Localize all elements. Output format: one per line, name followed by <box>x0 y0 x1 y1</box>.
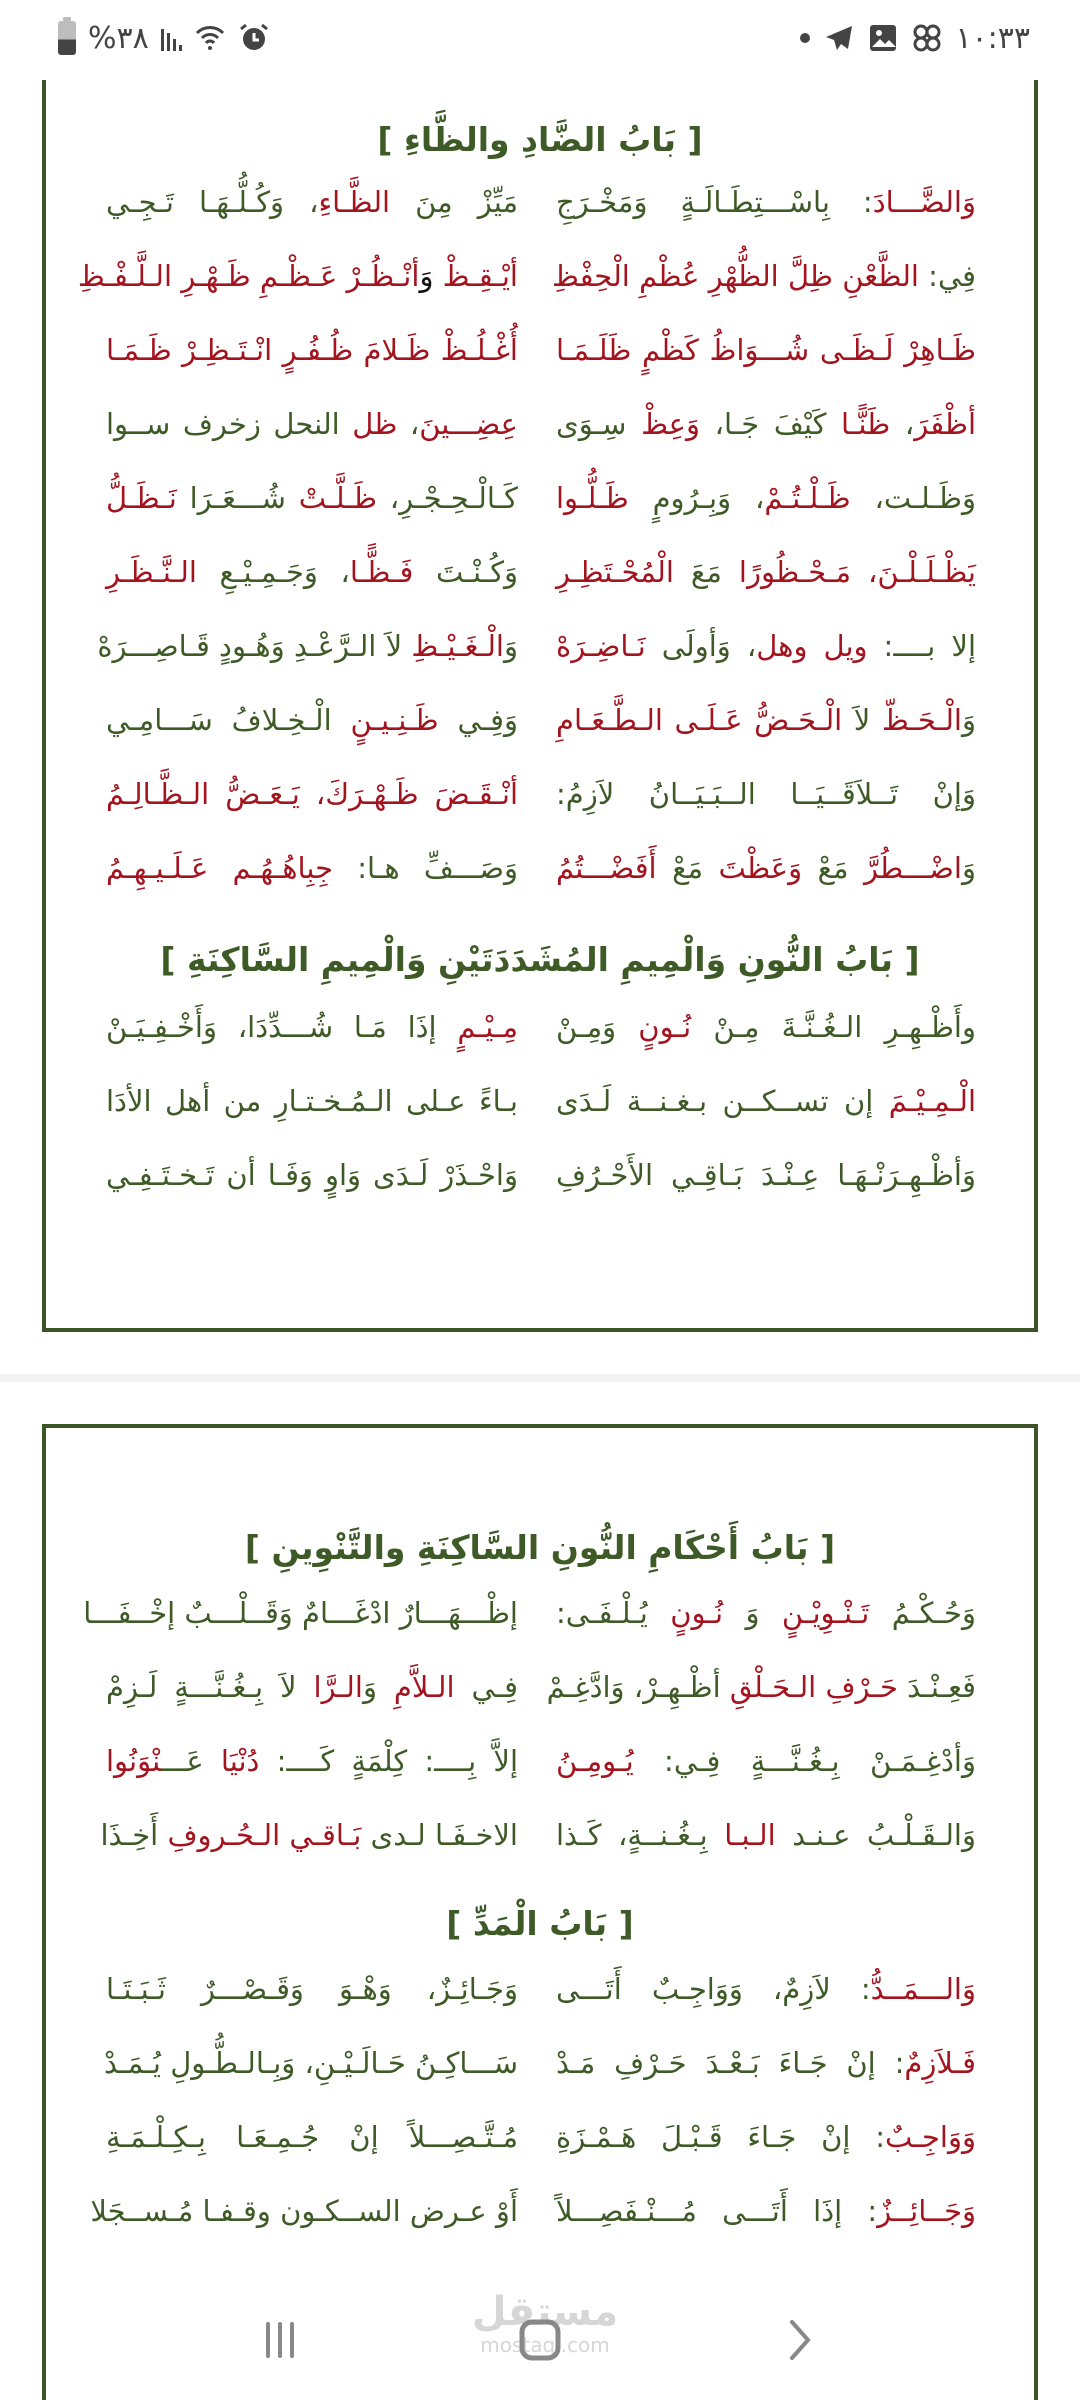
highlighted-text: الـبـا <box>724 1818 776 1852</box>
highlighted-text: أنْـقَـضَ ظَـهْـرَكَ، يَـعَـضُّ الـظَّـالِـمُ <box>106 777 518 811</box>
verse-line <box>46 629 1034 689</box>
first-hemistich <box>556 1084 976 1118</box>
second-hemistich <box>97 629 518 663</box>
verse-text: وَحُـكْـمُ <box>869 1596 976 1630</box>
highlighted-text: بَـاقـي الـحُـروفِ <box>167 1818 362 1852</box>
verse-text: أَوْ عـرض الســكـون وقـفـا مُـســجَلا <box>90 2194 518 2228</box>
second-hemistich <box>106 1158 518 1192</box>
highlighted-text: الْمُحْـتَظِـرِ <box>556 555 674 589</box>
highlighted-text: الْـمِـيْـمَ <box>888 1084 976 1118</box>
verse-text: ، وَبِـرُومٍ <box>628 481 765 515</box>
recent-apps-button[interactable] <box>240 2300 320 2380</box>
home-button[interactable] <box>500 2300 580 2380</box>
second-hemistich <box>106 777 518 811</box>
highlighted-text: عِضِـــينَ <box>419 407 518 441</box>
first-hemistich <box>546 1670 976 1704</box>
dot-icon <box>799 32 811 44</box>
second-hemistich <box>106 2120 518 2154</box>
verse-text: فِي: <box>918 259 976 293</box>
gallery-icon <box>867 22 899 54</box>
verse-text: وَفِـي <box>438 703 518 737</box>
verse-text: أظْـهِـرْ، وَادَّغِـمْ <box>546 1670 730 1704</box>
clock: ١٠:٣٣ <box>955 20 1030 56</box>
verse-text: ، <box>890 407 915 441</box>
highlighted-text: وَالـــمَــدُّ <box>870 1972 976 2006</box>
verse-text: ، <box>397 407 420 441</box>
highlighted-text: أُغْـلُـظْ ظَـلامَ ظُـفُـرٍ انْـتَـظِـرْ ظَـمَـا <box>106 333 518 367</box>
first-hemistich <box>556 555 976 589</box>
highlighted-text: ظَـلَّـتْ <box>298 481 377 515</box>
verse-text: وَأظْـهِـرَنْـهَـا عِـنْـدَ بَـاقِـي الأَحْـرُفِ <box>556 1158 976 1192</box>
highlighted-text: يُـومِـنُ <box>556 1744 634 1778</box>
second-hemistich <box>77 259 518 293</box>
verse-text: فَعِـنْـدَ <box>897 1670 976 1704</box>
first-hemistich <box>556 2046 976 2080</box>
highlighted-text: ويل وهل <box>756 629 868 663</box>
section-heading: [ بَابُ النُّونِ وَالْمِيمِ المُشَدَدَتَيْنِ وَالْمِيمِ السَّاكِنَةِ ] <box>160 940 920 979</box>
first-hemistich <box>556 481 976 515</box>
verse-text: : إذَا أَتَـــى مُـــنْـفَصِـــلاً <box>556 2194 878 2228</box>
highlighted-text: الْـحَـظّ <box>881 703 962 737</box>
first-hemistich <box>556 777 976 811</box>
verse-text: بِـغُـنــةٍ، كَـذا <box>556 1818 725 1852</box>
verse-text: الْـخِـلافُ سَـــامِـي <box>106 703 351 737</box>
second-hemistich <box>106 555 518 589</box>
highlighted-text: أيْـقِـظْ <box>433 259 518 293</box>
poem-card-1 <box>42 80 1038 1332</box>
verse-text: إذَا مَـا شُـــدِّدَا، وَأَخْـفِـيَـنْ <box>106 1010 458 1044</box>
verse-line <box>46 481 1034 541</box>
verse-line <box>46 1158 1034 1218</box>
highlighted-text: نَـظَـلُّ <box>106 481 177 515</box>
highlighted-text: نَـاضِـرَهْ <box>556 629 646 663</box>
verse-line <box>46 777 1034 837</box>
highlighted-text: فَـلاَزِمٌ <box>904 2046 976 2080</box>
verse-line <box>46 1010 1034 1070</box>
highlighted-text: ظَـنِـيـنٍ <box>350 703 439 737</box>
first-hemistich <box>556 851 976 885</box>
highlighted-text: أَفَضْـــتُمُ <box>556 851 657 885</box>
verse-line <box>46 333 1034 393</box>
highlighted-text: اضْـــطُرَّ <box>864 851 962 885</box>
first-hemistich <box>556 1972 976 2006</box>
second-hemistich <box>106 407 518 441</box>
verse-text: مَعَ <box>673 555 739 589</box>
verse-text: وَ <box>419 259 434 293</box>
battery-icon <box>58 21 76 55</box>
verse-text: مُـتَّـصِـــلاً إنْ جُـمِـعَـا بِـكِـلْـمَـةِ <box>106 2120 518 2154</box>
section-heading: [ بَابُ الضَّادِ والظَّاءِ ] <box>377 120 703 159</box>
verse-text: مَعْ <box>802 851 865 885</box>
second-hemistich <box>100 1818 518 1852</box>
verse-line <box>46 1596 1034 1656</box>
section-heading: [ بَابُ أَحْكَامِ النُّونِ السَّاكِنَةِ والتَّنْوِينِ ] <box>244 1528 836 1567</box>
verse-text: مَيِّزْ مِنَ <box>390 185 518 219</box>
recent-apps-icon <box>258 2318 302 2362</box>
highlighted-text: نُـونٍ <box>638 1010 692 1044</box>
telegram-icon <box>823 22 855 54</box>
verse-line <box>46 1972 1034 2032</box>
highlighted-text: الـلاَّمِ <box>393 1670 455 1704</box>
verse-text: ، وَكُـلُّـهَـا تَـجِـي <box>106 185 319 219</box>
first-hemistich <box>556 2120 976 2154</box>
verse-text: إن تســكــن بـغـنــة لَـدَى <box>556 1084 889 1118</box>
wifi-icon <box>194 22 226 54</box>
verse-text: عَـــ <box>160 1744 221 1778</box>
verse-text: وَصَـــفِّ هـا: <box>333 851 519 885</box>
verse-text: شُـــعَـرَا <box>176 481 299 515</box>
verse-text: النحل زخرف ســوا <box>106 407 353 441</box>
verse-text: لاَ <box>842 703 882 737</box>
first-hemistich <box>556 2194 976 2228</box>
verse-text: وَالـقَـلْـبُ عـنـد <box>775 1818 976 1852</box>
verse-text: بـاءً عـلى الـمُـخـتـارِ من أهل الأدَا <box>106 1084 518 1118</box>
second-hemistich <box>103 2046 518 2080</box>
highlighted-text: الظَّعْنِ ظِلَّ الظُّهْرِ عُظْمِ الْحِفْظِ <box>552 259 919 293</box>
verse-line <box>46 185 1034 245</box>
second-hemistich <box>106 1744 518 1778</box>
status-left <box>58 21 270 56</box>
highlighted-text: وَعَظْتَ <box>718 851 803 885</box>
highlighted-text: وَعِظْ <box>641 407 700 441</box>
highlighted-text: الـنَّـظَـرِ <box>106 555 197 589</box>
verse-text: وَكُـنْـتَ <box>413 555 519 589</box>
verse-line <box>46 1818 1034 1878</box>
verse-text: إظْـــهَـــارٌ ادْغَـــامٌ وَقَــلْـــبٌ إخْــفَـــا <box>83 1596 518 1630</box>
verse-text: وَ <box>503 629 518 663</box>
verse-text: كَيْفَ جَـا، <box>699 407 842 441</box>
verse-text: وَظَـلـت، <box>850 481 976 515</box>
verse-text: إلاَّ بِــــ: كِلْمَةٍ كَــــ: <box>259 1744 519 1778</box>
status-bar <box>0 0 1080 76</box>
verse-text: ، وَأولَى <box>645 629 757 663</box>
watermark: مستقل mostaql.com <box>471 2289 619 2357</box>
verse-line <box>46 2120 1034 2180</box>
verse-text: كَـالْـحِـجْـرِ، <box>376 481 518 515</box>
highlighted-text: ظَنًّـا <box>841 407 891 441</box>
fan-icon <box>911 22 943 54</box>
highlighted-text: أنْـظُـرْ عَـظْـمِ ظَـهْـرِ الـلَّـفْـظِ <box>77 259 420 293</box>
highlighted-text: جِبِاهُـهُـم عَـلَـيـهِـمُ <box>106 851 334 885</box>
verse-line <box>46 259 1034 319</box>
verse-text: أَخِـذَا <box>100 1818 168 1852</box>
alarm-icon <box>238 22 270 54</box>
second-hemistich <box>83 1596 518 1630</box>
second-hemistich <box>106 703 518 737</box>
section-heading: [ بَابُ الْمَدِّ ] <box>446 1904 634 1943</box>
highlighted-text: حَـرْفِ الـحَـلْقِ <box>729 1670 898 1704</box>
highlighted-text: ظَـاهِرْ لَـظَـى شُـــوَاظُ كَظْمٍ ظَلَـمَـا <box>556 333 976 367</box>
verse-text: مَعْ <box>656 851 719 885</box>
verse-text: فِـي <box>454 1670 519 1704</box>
verse-line <box>46 851 1034 911</box>
verse-text: : بِاسْـــتِطَـالَـةٍ وَمَخْـرَجِ <box>556 185 873 219</box>
first-hemistich <box>556 1158 976 1192</box>
verse-line <box>46 555 1034 615</box>
verse-line <box>46 1084 1034 1144</box>
verse-text: : لاَزِمٌ، وَوَاجِـبٌ أَتَـــى <box>556 1972 871 2006</box>
first-hemistich <box>552 259 976 293</box>
status-right <box>799 21 1030 56</box>
highlighted-text: ظل <box>352 407 398 441</box>
poem-card-2 <box>42 1424 1038 2400</box>
highlighted-text: الـرَّا <box>313 1670 363 1704</box>
verse-text: وَ <box>362 1670 394 1704</box>
first-hemistich <box>556 629 976 663</box>
highlighted-text: وَجَــائِــزٌ <box>877 2194 976 2228</box>
first-hemistich <box>556 1818 976 1852</box>
verse-line <box>46 1670 1034 1730</box>
verse-text: وَجَـائِـزٌ، وَهْـوَ وَقَـصْـــرٌ ثَـبَـتَـا <box>106 1972 518 2006</box>
highlighted-text: الظَّـاءِ <box>318 185 391 219</box>
second-hemistich <box>106 1084 518 1118</box>
highlighted-text: وَالضَّـــادَ <box>872 185 976 219</box>
second-hemistich <box>106 333 518 367</box>
verse-line <box>46 703 1034 763</box>
second-hemistich <box>106 185 518 219</box>
second-hemistich <box>106 1972 518 2006</box>
verse-line <box>46 1744 1034 1804</box>
highlighted-text: ظَـلُّـوا <box>556 481 629 515</box>
verse-line <box>46 2194 1034 2254</box>
first-hemistich <box>556 1010 976 1044</box>
highlighted-text: وَوَاجِـبٌ <box>885 2120 976 2154</box>
highlighted-text: دُنْيَا <box>220 1744 260 1778</box>
highlighted-text: فَـظًّـا <box>349 555 414 589</box>
verse-text: سَـــاكِـنُ حَـالَـيْـنِ، وَبِـالـطُّـولِ يُـمَـدْ <box>103 2046 518 2080</box>
highlighted-text: نْوَنُوا <box>106 1744 161 1778</box>
verse-text: لاَ بِـغُـنَّـــةٍ لَـزِمْ <box>106 1670 314 1704</box>
second-hemistich <box>106 851 518 885</box>
highlighted-text: نُـونٍ <box>670 1596 724 1630</box>
verse-text: وَأدْغِـمَـنْ بِـغُـنَّـــةٍ فِـي: <box>633 1744 976 1778</box>
verse-text: وأَظْـهِـرِ الـغُـنَّـةَ مِـنْ <box>691 1010 976 1044</box>
first-hemistich <box>556 407 976 441</box>
highlighted-text: الْـغَـيْـظِ <box>411 629 504 663</box>
verse-text: : إنْ جَـاءَ قَـبْـلَ هَـمْـزَةِ <box>556 2120 886 2154</box>
first-hemistich <box>556 333 976 367</box>
highlighted-text: مِـيْـمٍ <box>457 1010 518 1044</box>
verse-line <box>46 2046 1034 2106</box>
first-hemistich <box>556 703 976 737</box>
verse-text: إلا بــــ: <box>867 629 976 663</box>
first-hemistich <box>556 1744 976 1778</box>
first-hemistich <box>556 185 976 219</box>
highlighted-text: ظَـلْـتُـمْ <box>764 481 851 515</box>
highlighted-text: تَـنْـوِيْـنٍ <box>781 1596 870 1630</box>
back-button[interactable] <box>760 2300 840 2380</box>
home-icon <box>516 2316 564 2364</box>
highlighted-text: أظْفَرَ <box>914 407 976 441</box>
second-hemistich <box>106 1010 518 1044</box>
second-hemistich <box>90 2194 518 2228</box>
highlighted-text: يَظْـلَـلْـنَ، مَـحْـظُورًا <box>738 555 976 589</box>
chevron-right-icon <box>780 2316 820 2364</box>
second-hemistich <box>106 1670 518 1704</box>
battery-percent: %٣٨ <box>88 20 149 56</box>
verse-text: وَ <box>723 1596 782 1630</box>
verse-text: يُـلْـفَـى: <box>556 1596 671 1630</box>
first-hemistich <box>556 1596 976 1630</box>
verse-text: وَمِـنْ <box>556 1010 639 1044</box>
highlighted-text: الْـحَـضُّ عَـلَـى الـطَّـعَـامِ <box>556 703 843 737</box>
card-separator <box>0 1374 1080 1382</box>
verse-text: سِـوَى <box>556 407 642 441</box>
verse-text: : إنْ جَـاءَ بَـعْـدَ حَـرْفِ مَـدْ <box>556 2046 905 2080</box>
signal-icon <box>161 25 182 51</box>
verse-text: لاَ الـرَّعْـدِ وَهُـودٍ قَـاصِـــرَهْ <box>97 629 412 663</box>
verse-line <box>46 407 1034 467</box>
verse-text: ، وَجَـمِـيْـعِ <box>196 555 350 589</box>
verse-text: وَ <box>961 703 976 737</box>
verse-text: وَاحْـذَرْ لَـدَى وَاوٍ وَفَـا أن تَـخـتَـفِـي <box>106 1158 518 1192</box>
second-hemistich <box>106 481 518 515</box>
verse-text: وَ <box>962 851 977 885</box>
navigation-bar <box>0 2280 1080 2400</box>
verse-text: وَإنْ تَــلاَقَــيَــا الــبَـيَــانُ لاَزِمُ: <box>556 777 976 811</box>
verse-text: الاخـفَـا لـدى <box>361 1818 518 1852</box>
